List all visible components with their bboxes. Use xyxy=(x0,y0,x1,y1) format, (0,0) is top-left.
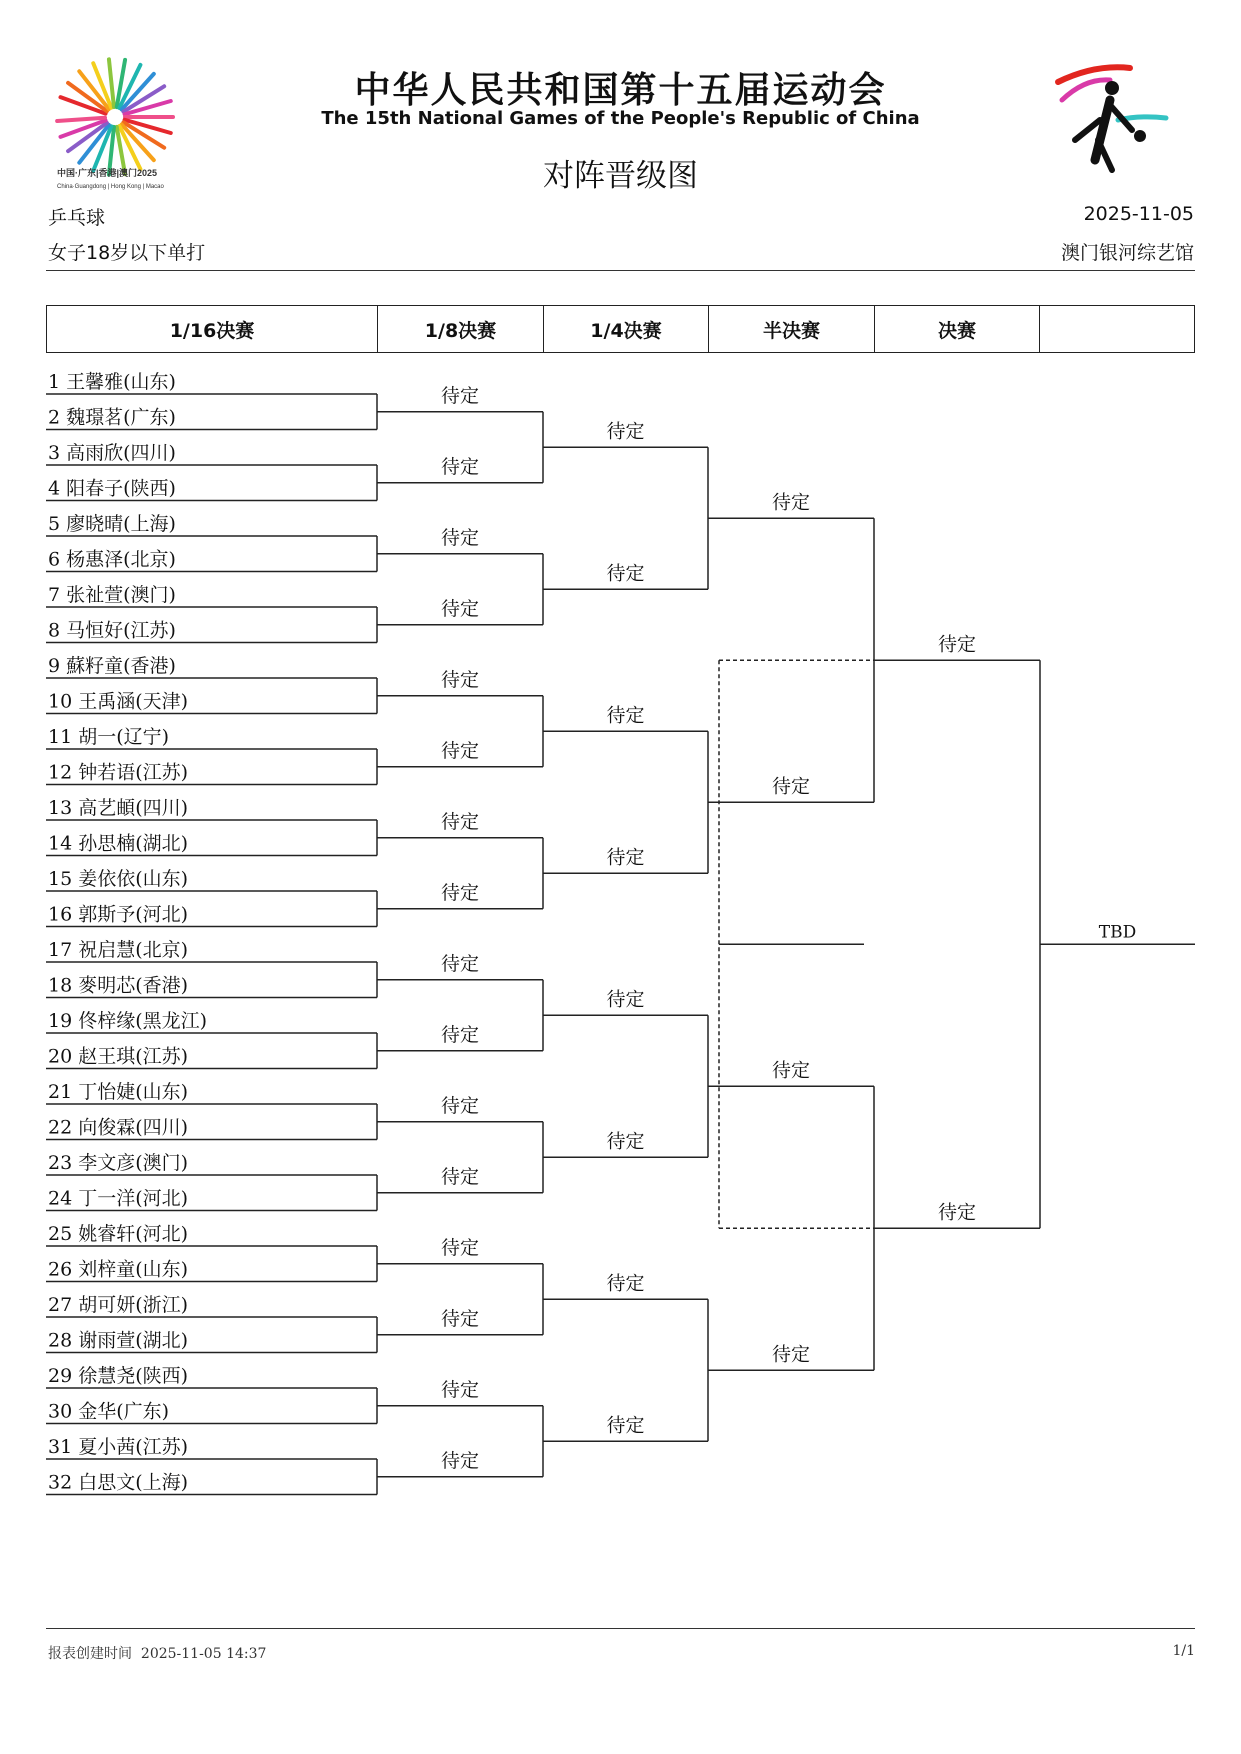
qf-pending: 待定 xyxy=(606,988,645,1011)
player-entry: 5 廖晓晴(上海) xyxy=(48,513,176,535)
player-entry: 28 谢雨萱(湖北) xyxy=(48,1329,189,1352)
player-entry: 15 姜依依(山东) xyxy=(48,868,189,890)
player-entry: 13 高艺頔(四川) xyxy=(48,797,189,819)
r16-pending: 待定 xyxy=(440,952,480,975)
report-created-label: 报表创建时间 xyxy=(48,1646,132,1662)
player-entry: 16 郭斯予(河北) xyxy=(48,903,189,926)
event-venue: 澳门银河综艺馆 xyxy=(1060,242,1194,264)
round-r16: 1/8决赛 xyxy=(378,306,544,352)
qf-pending: 待定 xyxy=(606,1414,645,1437)
r16-pending: 待定 xyxy=(440,384,480,407)
r16-pending: 待定 xyxy=(440,668,480,691)
player-entry: 23 李文彦(澳门) xyxy=(48,1152,189,1174)
player-entry: 19 佟梓缘(黑龙江) xyxy=(48,1010,208,1032)
player-entry: 24 丁一洋(河北) xyxy=(48,1187,189,1210)
round-final: 决赛 xyxy=(875,306,1040,352)
player-entry: 26 刘梓童(山东) xyxy=(48,1258,189,1281)
sf-pending: 待定 xyxy=(771,1059,811,1082)
page-number: 1/1 xyxy=(1172,1643,1195,1659)
player-entry: 12 钟若语(江苏) xyxy=(48,761,189,784)
round-r32: 1/16决赛 xyxy=(47,306,378,352)
player-entry: 29 徐慧尧(陕西) xyxy=(48,1365,189,1387)
player-entry: 30 金华(广东) xyxy=(48,1400,170,1423)
player-entry: 32 白思文(上海) xyxy=(48,1471,189,1494)
qf-pending: 待定 xyxy=(606,1272,645,1295)
final-pending: 待定 xyxy=(937,1201,977,1224)
r16-pending: 待定 xyxy=(440,1378,480,1401)
player-entry: 3 高雨欣(四川) xyxy=(48,442,176,464)
r16-pending: 待定 xyxy=(440,597,480,620)
r16-pending: 待定 xyxy=(440,739,480,762)
player-entry: 22 向俊霖(四川) xyxy=(48,1116,189,1139)
qf-pending: 待定 xyxy=(606,562,645,585)
r16-pending: 待定 xyxy=(440,1449,480,1472)
player-entry: 4 阳春子(陕西) xyxy=(48,477,176,500)
champion-tbd: TBD xyxy=(1098,922,1137,943)
player-entry: 21 丁怡婕(山东) xyxy=(48,1081,189,1103)
r16-pending: 待定 xyxy=(440,1307,480,1330)
qf-pending: 待定 xyxy=(606,704,645,727)
player-entry: 27 胡可妍(浙江) xyxy=(48,1294,189,1316)
player-entry: 25 姚睿轩(河北) xyxy=(48,1223,189,1245)
qf-pending: 待定 xyxy=(606,420,645,443)
sport-name: 乒乓球 xyxy=(48,207,106,229)
page-title-cn: 中华人民共和国第十五届运动会 xyxy=(354,70,887,111)
player-entry: 10 王禹涵(天津) xyxy=(48,690,189,713)
logo-caption-en: China·Guangdong | Hong Kong | Macao xyxy=(57,184,164,190)
sf-pending: 待定 xyxy=(771,1343,811,1366)
player-entry: 2 魏璟茗(广东) xyxy=(48,406,176,429)
player-entry: 8 马恒好(江苏) xyxy=(48,619,176,642)
page-title-en: The 15th National Games of the People's Republic of China xyxy=(321,108,920,129)
player-entry: 14 孙思楠(湖北) xyxy=(48,832,189,855)
player-entry: 17 祝启慧(北京) xyxy=(48,939,189,961)
qf-pending: 待定 xyxy=(606,1130,645,1153)
bracket-subtitle: 对阵晋级图 xyxy=(543,158,698,194)
player-entry: 7 张祉萱(澳门) xyxy=(48,584,176,606)
r16-pending: 待定 xyxy=(440,455,480,478)
round-sf: 半决赛 xyxy=(709,306,875,352)
final-pending: 待定 xyxy=(937,633,977,656)
player-entry: 9 蘇籽童(香港) xyxy=(48,655,176,677)
event-date: 2025-11-05 xyxy=(1083,203,1194,225)
r16-pending: 待定 xyxy=(440,526,480,549)
r16-pending: 待定 xyxy=(440,1094,480,1117)
player-entry: 31 夏小茜(江苏) xyxy=(48,1436,189,1458)
logo-caption-cn: 中国·广东|香港|澳门2025 xyxy=(57,168,158,178)
sf-pending: 待定 xyxy=(771,491,811,514)
r16-pending: 待定 xyxy=(440,881,480,904)
player-entry: 1 王馨雅(山东) xyxy=(48,371,176,393)
r16-pending: 待定 xyxy=(440,1236,480,1259)
player-entry: 11 胡一(辽宁) xyxy=(48,726,170,748)
player-entry: 20 赵王琪(江苏) xyxy=(48,1045,189,1068)
player-entry: 6 杨惠泽(北京) xyxy=(48,548,176,571)
report-created-time: 2025-11-05 14:37 xyxy=(140,1646,267,1662)
r16-pending: 待定 xyxy=(440,1023,480,1046)
player-entry: 18 麥明芯(香港) xyxy=(48,974,189,997)
footer-divider xyxy=(46,1628,1195,1629)
r16-pending: 待定 xyxy=(440,810,480,833)
round-qf: 1/4决赛 xyxy=(544,306,709,352)
event-name: 女子18岁以下单打 xyxy=(48,242,206,264)
r16-pending: 待定 xyxy=(440,1165,480,1188)
sf-pending: 待定 xyxy=(771,775,811,798)
report-created xyxy=(48,1643,266,1663)
qf-pending: 待定 xyxy=(606,846,645,869)
